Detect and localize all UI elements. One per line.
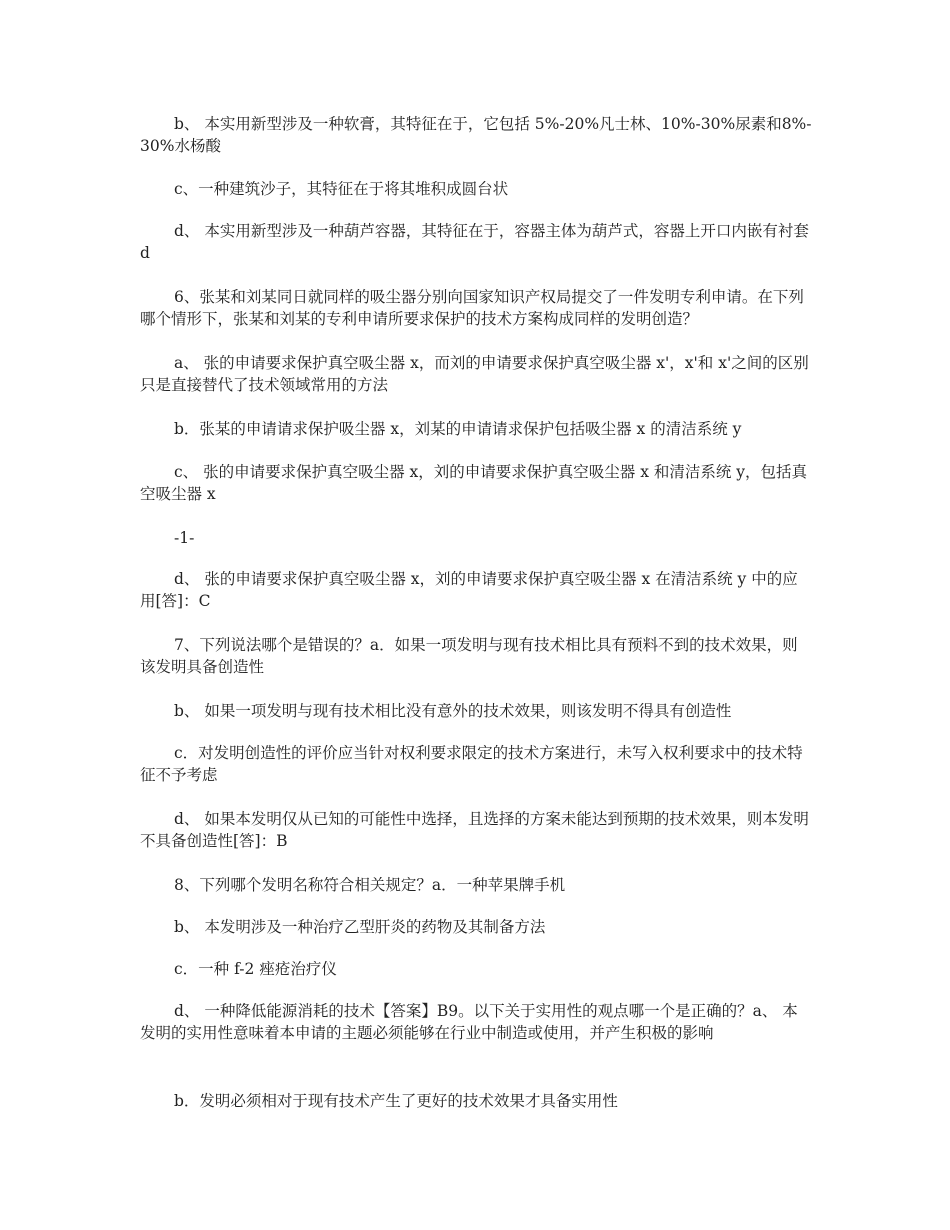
page-number: -1-: [174, 529, 195, 547]
paragraph-q7-option-c: c．对发明创造性的评价应当针对权利要求限定的技术方案进行，未写入权利要求中的技术特征不予考虑: [140, 744, 803, 784]
paragraph-option-b-ointment: b、 本实用新型涉及一种软膏，其特征在于，它包括 5%-20%凡士林、10%-30%尿素和8%-30%水杨酸: [140, 115, 812, 155]
paragraph-q6-option-d: d、 张的申请要求保护真空吸尘器 x，刘的申请要求保护真空吸尘器 x 在清洁系统 y 中的应用[答]：C: [140, 570, 798, 610]
paragraph-q8-option-c: c．一种 f-2 痤疮治疗仪: [174, 960, 337, 978]
paragraph-q8-option-d-q9: d、 一种降低能源消耗的技术【答案】B9。以下关于实用性的观点哪一个是正确的？a、 本发明的实用性意味着本申请的主题必须能够在行业中制造或使用，并产生积极的影响: [140, 1002, 798, 1042]
paragraph-option-c-sand: c、一种建筑沙子，其特征在于将其堆积成圆台状: [174, 180, 509, 198]
paragraph-q6-option-c: c、 张的申请要求保护真空吸尘器 x，刘的申请要求保护真空吸尘器 x 和清洁系统 y，包括真空吸尘器 x: [140, 463, 808, 503]
paragraph-q7-option-d: d、 如果本发明仅从已知的可能性中选择，且选择的方案未能达到预期的技术效果，则本发明不具备创造性[答]：B: [140, 810, 809, 850]
paragraph-q9-option-b: b．发明必须相对于现有技术产生了更好的技术效果才具备实用性: [174, 1092, 618, 1110]
paragraph-option-d-gourd: d、 本实用新型涉及一种葫芦容器，其特征在于，容器主体为葫芦式，容器上开口内嵌有衬套 d: [140, 222, 809, 262]
paragraph-q6-option-b: b．张某的申请请求保护吸尘器 x，刘某的申请请求保护包括吸尘器 x 的清洁系统 y: [174, 420, 742, 438]
paragraph-q8-option-b: b、 本发明涉及一种治疗乙型肝炎的药物及其制备方法: [174, 918, 546, 936]
paragraph-question-8: 8、下列哪个发明名称符合相关规定？a．一种苹果牌手机: [174, 876, 566, 894]
paragraph-question-7: 7、下列说法哪个是错误的？a．如果一项发明与现有技术相比具有预料不到的技术效果，则该发明具备创造性: [140, 636, 798, 676]
paragraph-q7-option-b: b、 如果一项发明与现有技术相比没有意外的技术效果，则该发明不得具有创造性: [174, 702, 732, 720]
paragraph-question-6: 6、张某和刘某同日就同样的吸尘器分别向国家知识产权局提交了一件发明专利申请。在下列哪个情形下，张某和刘某的专利申请所要求保护的技术方案构成同样的发明创造？: [140, 288, 804, 328]
paragraph-q6-option-a: a、 张的申请要求保护真空吸尘器 x，而刘的申请要求保护真空吸尘器 x'，x'和 x'之间的区别只是直接替代了技术领域常用的方法: [140, 354, 809, 394]
